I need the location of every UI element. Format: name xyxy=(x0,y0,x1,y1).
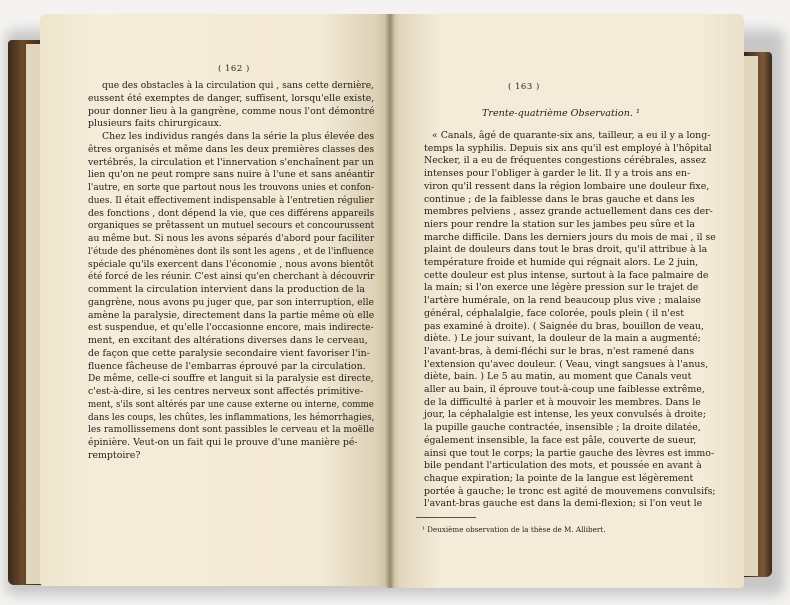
text-line: bile pendant l'articulation des mots, et poussée en avant à xyxy=(424,460,702,472)
text-line: remptoire? xyxy=(88,449,141,461)
text-line: ainsi que tout le corps; la partie gauche des lèvres est immo- xyxy=(424,447,715,459)
footnote-rule xyxy=(416,517,476,518)
text-line: épinière. Veut-on un fait qui le prouve d'une manière pé- xyxy=(88,437,358,448)
text-line: fluence fâcheuse de l'embarras éprouvé par la circulation. xyxy=(88,360,366,372)
text-line: également insensible, la face est pâle, couverte de sueur, xyxy=(424,434,697,446)
text-line: que des obstacles à la circulation qui , sans cette dernière, xyxy=(102,80,375,91)
text-line: vertébrés, la circulation et l'innervation s'enchaînent par un xyxy=(88,156,374,168)
right-page-number: ( 163 ) xyxy=(508,82,540,92)
text-line: spéciale qu'ils exercent dans l'économie , nous avons bientôt xyxy=(88,258,374,270)
text-line: diète, bain. ) Le 5 au matin, au moment que Canals veut xyxy=(424,371,692,383)
text-line: l'autre, en sorte que partout nous les trouvons unies et confon- xyxy=(88,182,375,193)
text-line: viron qu'il ressent dans la région lombaire une douleur fixe, xyxy=(424,180,710,192)
text-line: chaque expiration; la pointe de la langue est légèrement xyxy=(424,472,694,484)
left-page xyxy=(40,14,390,586)
text-line: l'extension qu'avec douleur. ( Veau, vingt sangsues à l'anus, xyxy=(424,358,709,370)
text-line: au même but. Si nous les avons séparés d'abord pour faciliter xyxy=(88,233,375,244)
text-line: temps la syphilis. Depuis six ans qu'il est employé à l'hôpital xyxy=(424,142,712,154)
text-line: De même, celle-ci souffre et languit si la paralysie est directe, xyxy=(88,373,374,385)
observation-title: Trente-quatrième Observation. ¹ xyxy=(482,108,640,119)
text-line: dues. Il était effectivement indispensable à l'entretien régulier xyxy=(88,194,374,206)
text-line: pour donner lieu à la gangrène, comme nous l'ont démontré xyxy=(88,105,375,117)
text-line: c'est-à-dire, si les centres nerveux sont affectés primitive- xyxy=(88,386,364,397)
text-line: marche difficile. Dans les derniers jours du mois de mai , il se xyxy=(424,231,716,243)
text-line: organiques se prêtassent un mutuel secours et concourussent xyxy=(88,220,375,232)
text-line: continue ; de la faiblesse dans le bras gauche et dans les xyxy=(424,193,695,205)
text-line: est suspendue, et qu'elle l'occasionne encore, mais indirecte- xyxy=(88,322,374,334)
text-line: les ramollissemens dont sont passibles le cerveau et la moëlle xyxy=(88,424,375,436)
text-line: de façon que cette paralysie secondaire vient favoriser l'in- xyxy=(88,347,370,359)
text-line: température froide et humide qui régnait alors. Le 2 juin, xyxy=(424,257,699,268)
text-line: Chez les individus rangés dans la série la plus élevée des xyxy=(102,131,375,142)
text-line: « Canals, âgé de quarante-six ans, tailleur, a eu il y a long- xyxy=(432,130,711,141)
text-line: dans les coups, les chûtes, les inflammations, les hémorrhagies, xyxy=(88,411,375,423)
text-line: eussent été exemptes de danger, suffisent, lorsqu'elle existe, xyxy=(88,92,375,104)
text-line: la main; si l'on exerce une légère pression sur le trajet de xyxy=(424,282,699,294)
text-line: la pupille gauche contractée, insensible ; la droite dilatée, xyxy=(424,422,701,434)
left-page-number: ( 162 ) xyxy=(218,64,250,74)
text-line: membres pelviens , assez grande actuellement dans ces der- xyxy=(424,206,713,218)
text-line: cette douleur est plus intense, surtout à la face palmaire de xyxy=(424,269,709,281)
text-line: général, céphalalgie, face colorée, pouls plein ( il n'est xyxy=(424,307,684,319)
text-line: gangrène, nous avons pu juger que, par son interruption, elle xyxy=(88,296,374,308)
text-line: aller au bain, il éprouve tout-à-coup une faiblesse extrême, xyxy=(424,384,705,395)
text-line: ment, s'ils sont altérés par une cause externe ou interne, comme xyxy=(88,398,374,410)
text-line: des fonctions , dont dépend la vie, que ces différens appareils xyxy=(88,207,375,219)
text-line: lien qu'on ne peut rompre sans nuire à l'une et sans anéantir xyxy=(88,169,375,181)
text-line: amène la paralysie, directement dans la partie même où elle xyxy=(88,309,375,321)
text-line: comment la circulation intervient dans la production de la xyxy=(88,284,366,295)
text-line: Necker, il a eu de fréquentes congestions cérébrales, assez xyxy=(424,155,706,167)
text-line: de la difficulté à parler et à mouvoir les membres. Dans le xyxy=(424,396,701,408)
text-line: l'avant-bras gauche est dans la demi-flexion; si l'on veut le xyxy=(424,498,703,510)
text-line: plusieurs faits chirurgicaux. xyxy=(88,118,222,130)
text-line: l'étude des phénomènes dont ils sont les agens , et de l'influence xyxy=(88,245,374,257)
text-line: diète. ) Le jour suivant, la douleur de la main a augmenté; xyxy=(424,333,701,345)
text-line: été forcé de les réunir. C'est ainsi qu'en cherchant à découvrir xyxy=(88,271,375,283)
text-line: portée à gauche; le tronc est agité de mouvemens convulsifs; xyxy=(424,485,716,497)
text-line: pas examiné à droite). ( Saignée du bras, bouillon de veau, xyxy=(424,320,704,332)
text-line: êtres organisés et même dans les deux premières classes des xyxy=(88,143,375,155)
text-line: jour, la céphalalgie est intense, les yeux convulsés à droite; xyxy=(424,409,706,421)
text-line: l'avant-bras, à demi-fléchi sur le bras, n'est ramené dans xyxy=(424,345,695,357)
text-line: plaint de douleurs dans tout le bras droit, qu'il attribue à la xyxy=(424,244,708,256)
footnote: ¹ Deuxième observation de la thèse de M. Allibert. xyxy=(422,525,606,534)
book-gutter xyxy=(385,14,395,588)
text-line: niers pour rendre la station sur les jambes peu sûre et la xyxy=(424,218,695,230)
text-line: ment, en excitant des altérations diverses dans le cerveau, xyxy=(88,335,368,346)
text-line: l'artère humérale, on la rend beaucoup plus vive ; malaise xyxy=(424,295,701,307)
text-line: intenses pour l'obliger à garder le lit. Il y a trois ans en- xyxy=(424,168,691,180)
right-page xyxy=(390,14,744,588)
